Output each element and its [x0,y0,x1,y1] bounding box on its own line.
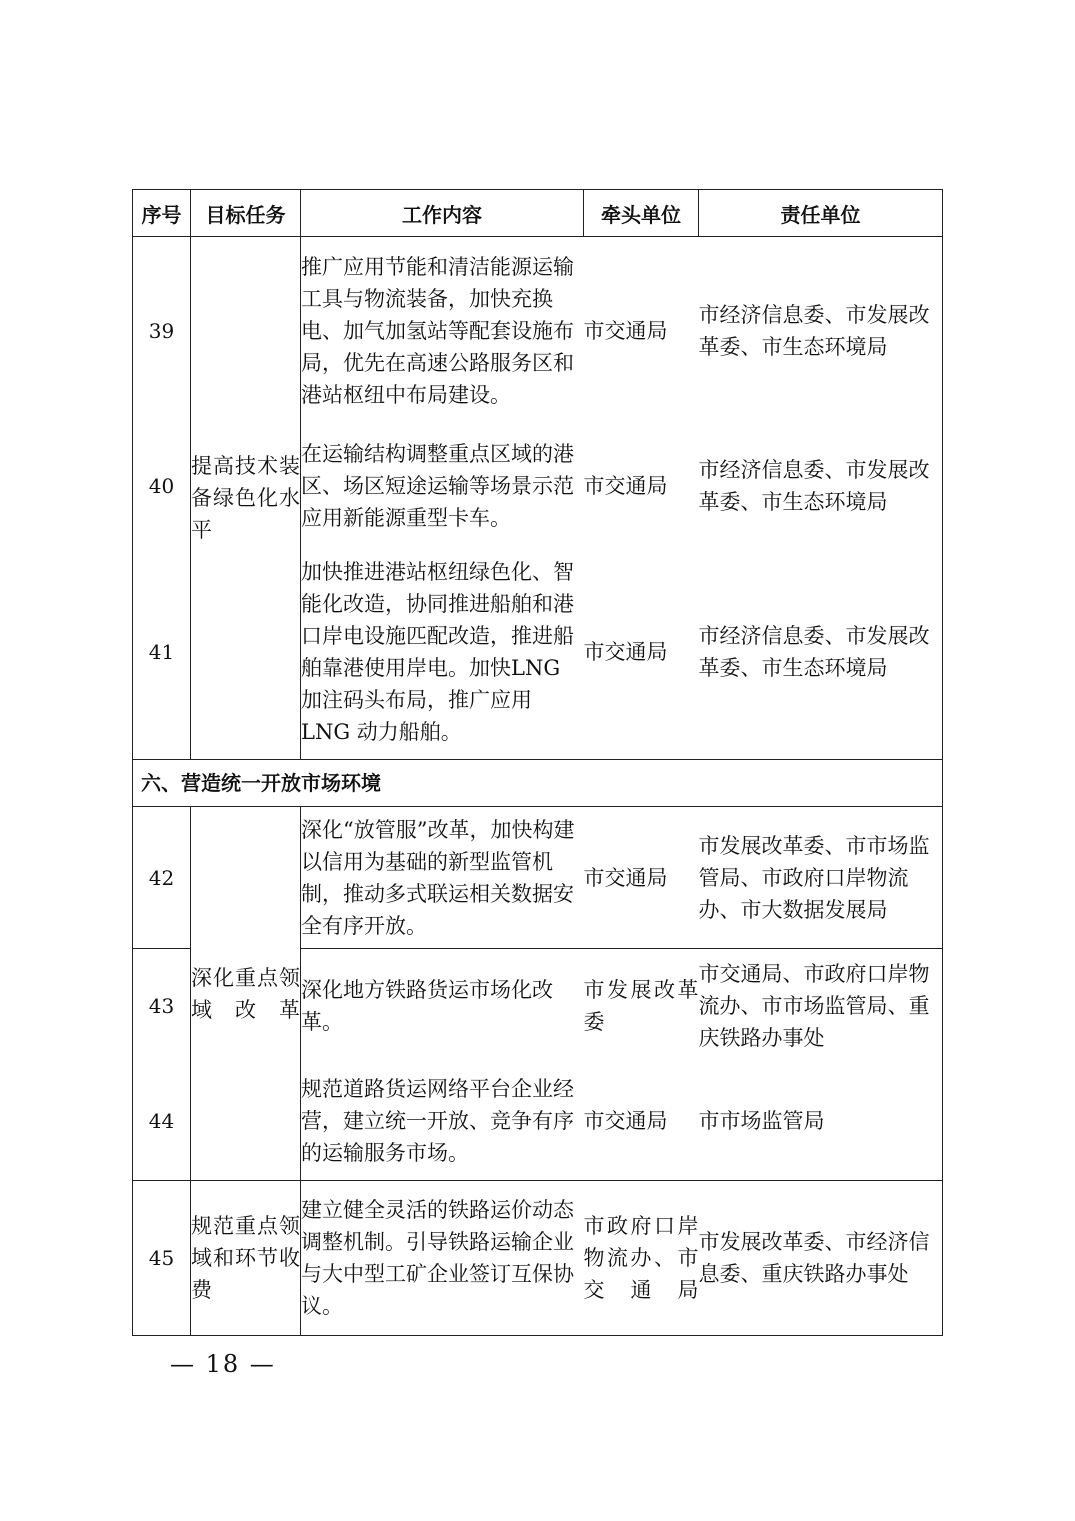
page-number: — 18 — [170,1350,276,1378]
target-task-text: 规范重点领域和环节收费 [191,1214,300,1302]
lead-unit-cell: 市交通局 [583,1109,668,1134]
table-row [133,807,943,949]
work-content-cell: 加快推进港站枢纽绿色化、智能化改造，协同推进船舶和港口岸电设施匹配改造，推进船舶靠港使用岸电。加快LNG 加注码头布局，推广应用 LNG 动力船舶。 [301,560,574,745]
target-task-cell [191,807,301,1181]
work-content-cell: 深化地方铁路货运市场化改革。 [301,949,584,1063]
lead-unit-cell: 市交通局 [583,865,668,890]
lead-unit-cell: 市交通局 [584,237,699,426]
lead-unit-cell: 市发展改革委 [584,949,699,1063]
header-responsible-unit: 责任单位 [699,190,943,237]
work-content-cell: 规范道路货运网络平台企业经营，建立统一开放、竞争有序的运输服务市场。 [301,1077,574,1166]
work-content-cell: 深化“放管服”改革，加快构建以信用为基础的新型监管机制，推动多式联运相关数据安全有序开放。 [301,817,575,938]
header-number: 序号 [133,190,191,237]
responsible-unit-cell: 市市场监管局 [699,1063,943,1181]
responsible-unit-cell: 市交通局、市政府口岸物流办、市市场监管局、重庆铁路办事处 [699,949,943,1063]
target-task-cell [191,1181,301,1336]
row-number: 39 [133,237,191,426]
target-task-cell [191,237,301,760]
row-number: 45 [133,1181,191,1336]
target-task-text: 深化重点领域改革 [191,965,300,1022]
responsible-unit-cell: 市发展改革委、市经济信息委、重庆铁路办事处 [699,1181,943,1336]
lead-unit-cell: 市交通局 [583,640,668,665]
section-heading: 六、营造统一开放市场环境 [133,760,943,807]
row-number: 43 [133,949,191,1063]
table-header-row [133,190,943,237]
header-work-content: 工作内容 [301,190,584,237]
section-row [133,760,943,807]
table-row [133,1181,943,1336]
work-content-cell: 建立健全灵活的铁路运价动态调整机制。引导铁路运输企业与大中型工矿企业签订互保协议。 [301,1181,584,1336]
responsible-unit-cell: 市经济信息委、市发展改革委、市生态环境局 [699,546,943,760]
responsible-unit-cell: 市经济信息委、市发展改革委、市生态环境局 [699,237,943,426]
row-number: 44 [133,1063,191,1181]
table-row [133,237,943,426]
target-task-text: 提高技术装备绿色化水平 [191,454,300,542]
lead-unit-cell: 市政府口岸物流办、市交通局 [584,1181,699,1336]
task-table [132,189,943,1336]
responsible-unit-cell: 市经济信息委、市发展改革委、市生态环境局 [699,426,943,546]
work-content-cell: 推广应用节能和清洁能源运输工具与物流装备，加快充换电、加气加氢站等配套设施布局，优先在高速公路服务区和港站枢纽中布局建设。 [301,237,584,426]
row-number: 40 [133,426,191,546]
work-content-cell: 在运输结构调整重点区域的港区、场区短途运输等场景示范应用新能源重型卡车。 [301,441,574,530]
responsible-unit-cell: 市发展改革委、市市场监管局、市政府口岸物流办、市大数据发展局 [699,807,943,949]
lead-unit-cell: 市交通局 [583,473,668,498]
row-number: 41 [133,546,191,760]
header-target-task: 目标任务 [191,190,301,237]
row-number: 42 [133,807,191,949]
header-lead-unit: 牵头单位 [584,190,699,237]
